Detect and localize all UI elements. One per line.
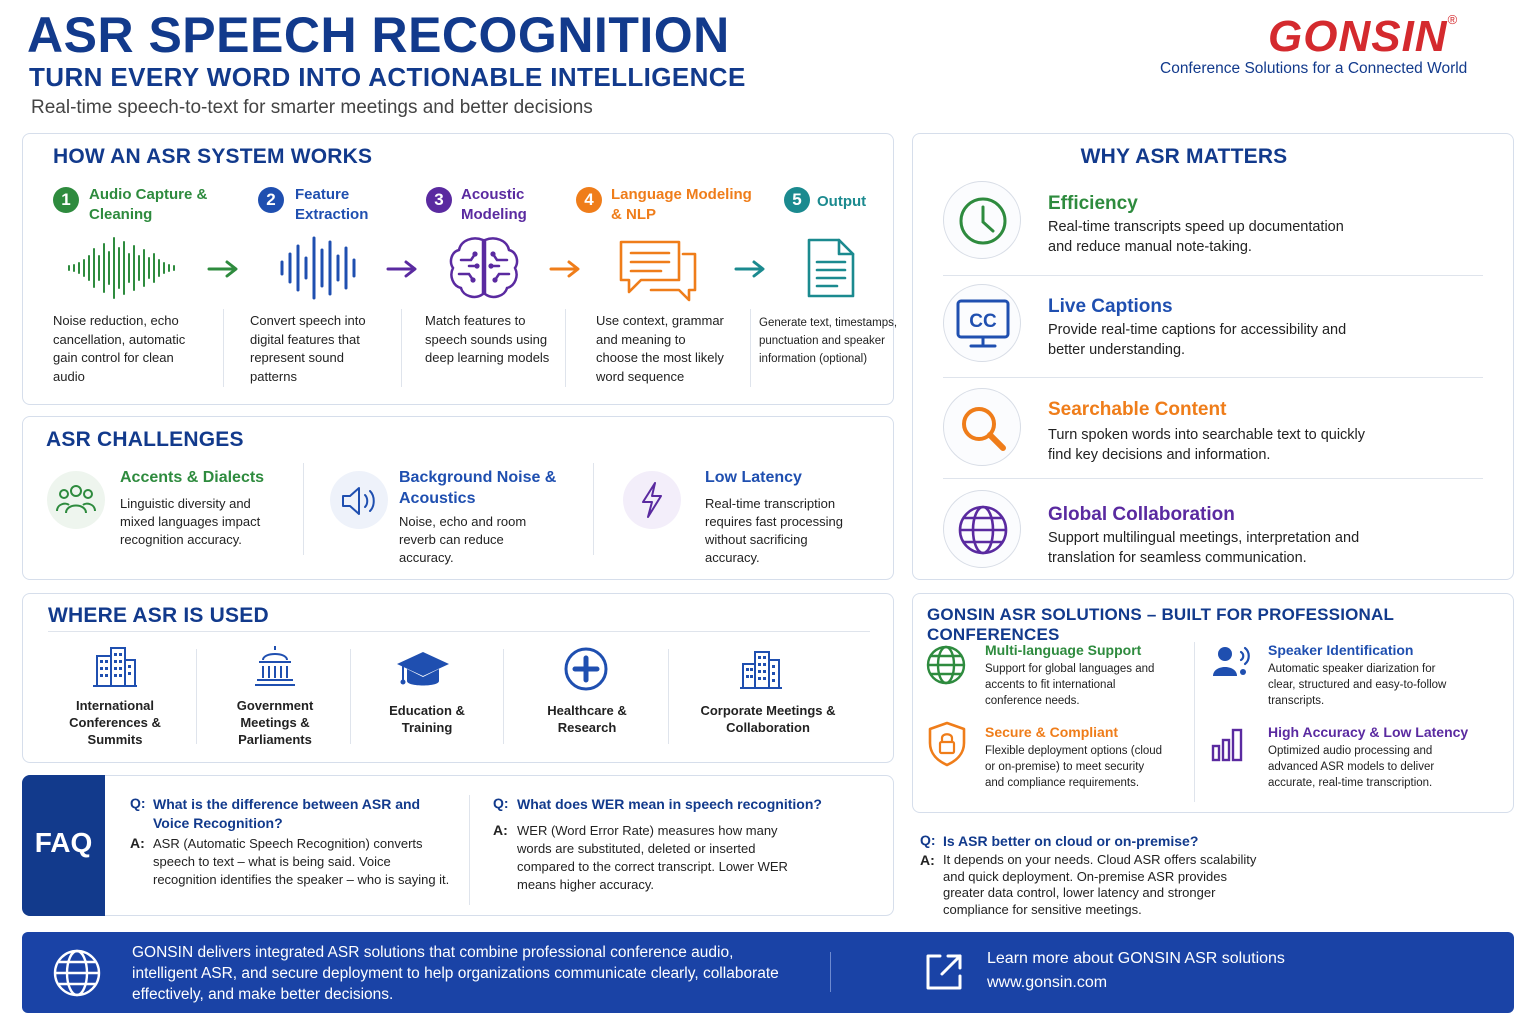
brand-name: GONSIN: [1268, 12, 1448, 61]
learn-more-link[interactable]: Learn more about GONSIN ASR solutions: [987, 950, 1285, 967]
solution-title: Multi-language Support: [985, 642, 1142, 658]
why-item-title: Live Captions: [1048, 296, 1173, 317]
challenge-title: Accents & Dialects: [120, 469, 265, 486]
use-case-label: International Conferences & Summits: [69, 698, 161, 747]
arrow-right-icon: [207, 259, 241, 279]
why-item-description: Provide real-time captions for accessibility and better understanding.: [1048, 322, 1347, 358]
solution-description: Flexible deployment options (cloud or on-premise) to meet security and compliance requirements.: [985, 745, 1163, 789]
step-description: Use context, grammar and meaning to choose the most likely word sequence: [596, 313, 724, 384]
solution-title: High Accuracy & Low Latency: [1268, 724, 1469, 740]
challenge-description: Noise, echo and room reverb can reduce accuracy.: [399, 514, 527, 565]
solution-description: Support for global languages and accents to fit international conference needs.: [985, 663, 1155, 707]
solution-title: Speaker Identification: [1268, 642, 1414, 658]
page-subtitle: TURN EVERY WORD INTO ACTIONABLE INTELLIGENCE: [29, 62, 746, 92]
why-item-description: Support multilingual meetings, interpretation and translation for seamless communication.: [1048, 530, 1360, 566]
chat-bubbles-icon: [617, 236, 699, 302]
challenge-description: Real-time transcription requires fast processing without sacrificing accuracy.: [705, 496, 844, 565]
step-number: 1: [53, 187, 79, 213]
page-tagline: Real-time speech-to-text for smarter meetings and better decisions: [31, 97, 593, 118]
challenge-icon-circle: [330, 471, 388, 529]
step-description: Match features to speech sounds using deep learning models: [425, 313, 550, 365]
question-mark-label: Q:: [130, 795, 146, 811]
step-title: Acoustic Modeling: [461, 186, 527, 223]
solution-title: Secure & Compliant: [985, 724, 1119, 740]
footer-description: GONSIN delivers integrated ASR solutions that combine professional conference audio, intelligent ASR, and secure deployment to help organizations communicate clearly, collaborate effectively, and make better decisions.: [132, 944, 779, 1003]
challenge-icon-circle: [47, 471, 105, 529]
speaker-icon: [340, 485, 380, 517]
asr-challenges-card: [22, 416, 894, 580]
why-item-description: Real-time transcripts speed up documentation and reduce manual note-taking.: [1048, 219, 1344, 255]
answer-mark-label: A:: [130, 835, 145, 851]
arrow-right-icon: [386, 259, 420, 279]
gonsin-solutions-card: [912, 593, 1514, 813]
step-description: Generate text, timestamps, punctuation and speaker information (optional): [759, 317, 898, 365]
use-case-label: Education & Training: [389, 703, 465, 735]
why-item-icon-circle: [943, 388, 1021, 466]
feature-bars-icon: [278, 234, 358, 302]
medical-cross-icon: [563, 646, 609, 692]
website-link[interactable]: www.gonsin.com: [987, 974, 1108, 991]
brand-logo: [1268, 12, 1518, 62]
lightning-icon: [639, 481, 665, 519]
capitol-icon: [253, 644, 297, 688]
arrow-right-icon: [734, 259, 768, 279]
where-asr-used-card: [22, 593, 894, 763]
question-mark-label: Q:: [920, 832, 936, 848]
how-section-title: HOW AN ASR SYSTEM WORKS: [53, 145, 373, 168]
globe-icon: [956, 503, 1010, 557]
uses-section-title: WHERE ASR IS USED: [48, 604, 269, 627]
faq-label: FAQ: [34, 827, 93, 858]
shield-lock-icon: [927, 721, 967, 767]
challenge-icon-circle: [623, 471, 681, 529]
challenges-section-title: ASR CHALLENGES: [46, 428, 244, 451]
brain-icon: [447, 234, 521, 302]
document-icon: [805, 236, 857, 300]
faq-answer: It depends on your needs. Cloud ASR offers scalability and quick deployment. On-premise ASR provides greater data control, lower latency and stronger compliance for sensitive meetings.: [943, 852, 1257, 917]
faq-answer: ASR (Automatic Speech Recognition) converts speech to text – what is being said. Voice recognition identifies the speaker – who is saying it.: [153, 836, 450, 887]
challenge-description: Linguistic diversity and mixed languages impact recognition accuracy.: [120, 496, 261, 547]
page-title: ASR SPEECH RECOGNITION: [27, 7, 730, 63]
waveform-icon: [67, 234, 179, 302]
buildings-icon: [91, 646, 139, 688]
why-item-title: Global Collaboration: [1048, 504, 1235, 525]
why-item-icon-circle: [943, 284, 1021, 362]
bar-chart-icon: [1211, 726, 1245, 762]
why-item-title: Searchable Content: [1048, 399, 1227, 420]
challenge-title: Low Latency: [705, 469, 802, 486]
step-number: 2: [258, 187, 284, 213]
use-case-label: Corporate Meetings & Collaboration: [700, 703, 836, 735]
step-title: Audio Capture & Cleaning: [89, 186, 208, 223]
use-case-label: Healthcare & Research: [547, 703, 627, 735]
office-building-icon: [739, 650, 783, 690]
why-item-title: Efficiency: [1048, 193, 1138, 214]
question-mark-label: Q:: [493, 795, 509, 811]
speaker-id-icon: [1211, 644, 1253, 680]
footer-banner: [22, 932, 1514, 1013]
why-asr-matters-card: [912, 133, 1514, 580]
svg-text:CC: CC: [969, 311, 997, 332]
step-number: 5: [784, 187, 810, 213]
step-title: Output: [817, 193, 867, 210]
use-case-label: Government Meetings & Parliaments: [236, 698, 314, 747]
why-item-icon-circle: [943, 490, 1021, 568]
magnifier-icon: [957, 402, 1009, 454]
step-title: Feature Extraction: [295, 186, 369, 223]
why-item-description: Turn spoken words into searchable text to quickly find key decisions and information.: [1048, 427, 1366, 463]
faq-question: Is ASR better on cloud or on-premise?: [943, 833, 1199, 849]
graduation-cap-icon: [395, 650, 451, 690]
step-number: 4: [576, 187, 602, 213]
faq-question: What does WER mean in speech recognition?: [517, 796, 822, 812]
why-item-icon-circle: [943, 181, 1021, 259]
step-number: 3: [426, 187, 452, 213]
how-asr-works-card: [22, 133, 898, 405]
cc-monitor-icon: [955, 298, 1011, 350]
faq-label-box: [22, 775, 105, 916]
answer-mark-label: A:: [493, 822, 508, 838]
solution-description: Automatic speaker diarization for clear, structured and easy-to-follow transcripts.: [1268, 663, 1447, 707]
faq-question: What is the difference between ASR and Voice Recognition?: [153, 796, 421, 831]
people-group-icon: [56, 483, 96, 517]
step-description: Noise reduction, echo cancellation, automatic gain control for clean audio: [53, 313, 186, 384]
brand-tagline: Conference Solutions for a Connected World: [1160, 60, 1468, 77]
clock-icon: [957, 195, 1009, 247]
arrow-right-icon: [549, 259, 583, 279]
why-section-title: WHY ASR MATTERS: [1080, 145, 1288, 168]
step-description: Convert speech into digital features that represent sound patterns: [250, 313, 366, 384]
globe-icon: [925, 644, 967, 686]
answer-mark-label: A:: [920, 852, 935, 868]
faq-answer: WER (Word Error Rate) measures how many words are substituted, deleted or inserted compared to the correct transcript. Lower WER means higher accuracy.: [517, 823, 788, 892]
brand-registered-mark: ®: [1447, 12, 1458, 27]
globe-icon: [52, 948, 102, 998]
solution-description: Optimized audio processing and advanced ASR models to deliver accurate, real-time transcription.: [1268, 745, 1435, 789]
external-link-icon[interactable]: [922, 950, 966, 994]
solutions-section-title: GONSIN ASR SOLUTIONS – BUILT FOR PROFESSIONAL CONFERENCES: [927, 605, 1394, 644]
challenge-title: Background Noise & Acoustics: [399, 469, 557, 507]
step-title: Language Modeling & NLP: [611, 186, 752, 223]
